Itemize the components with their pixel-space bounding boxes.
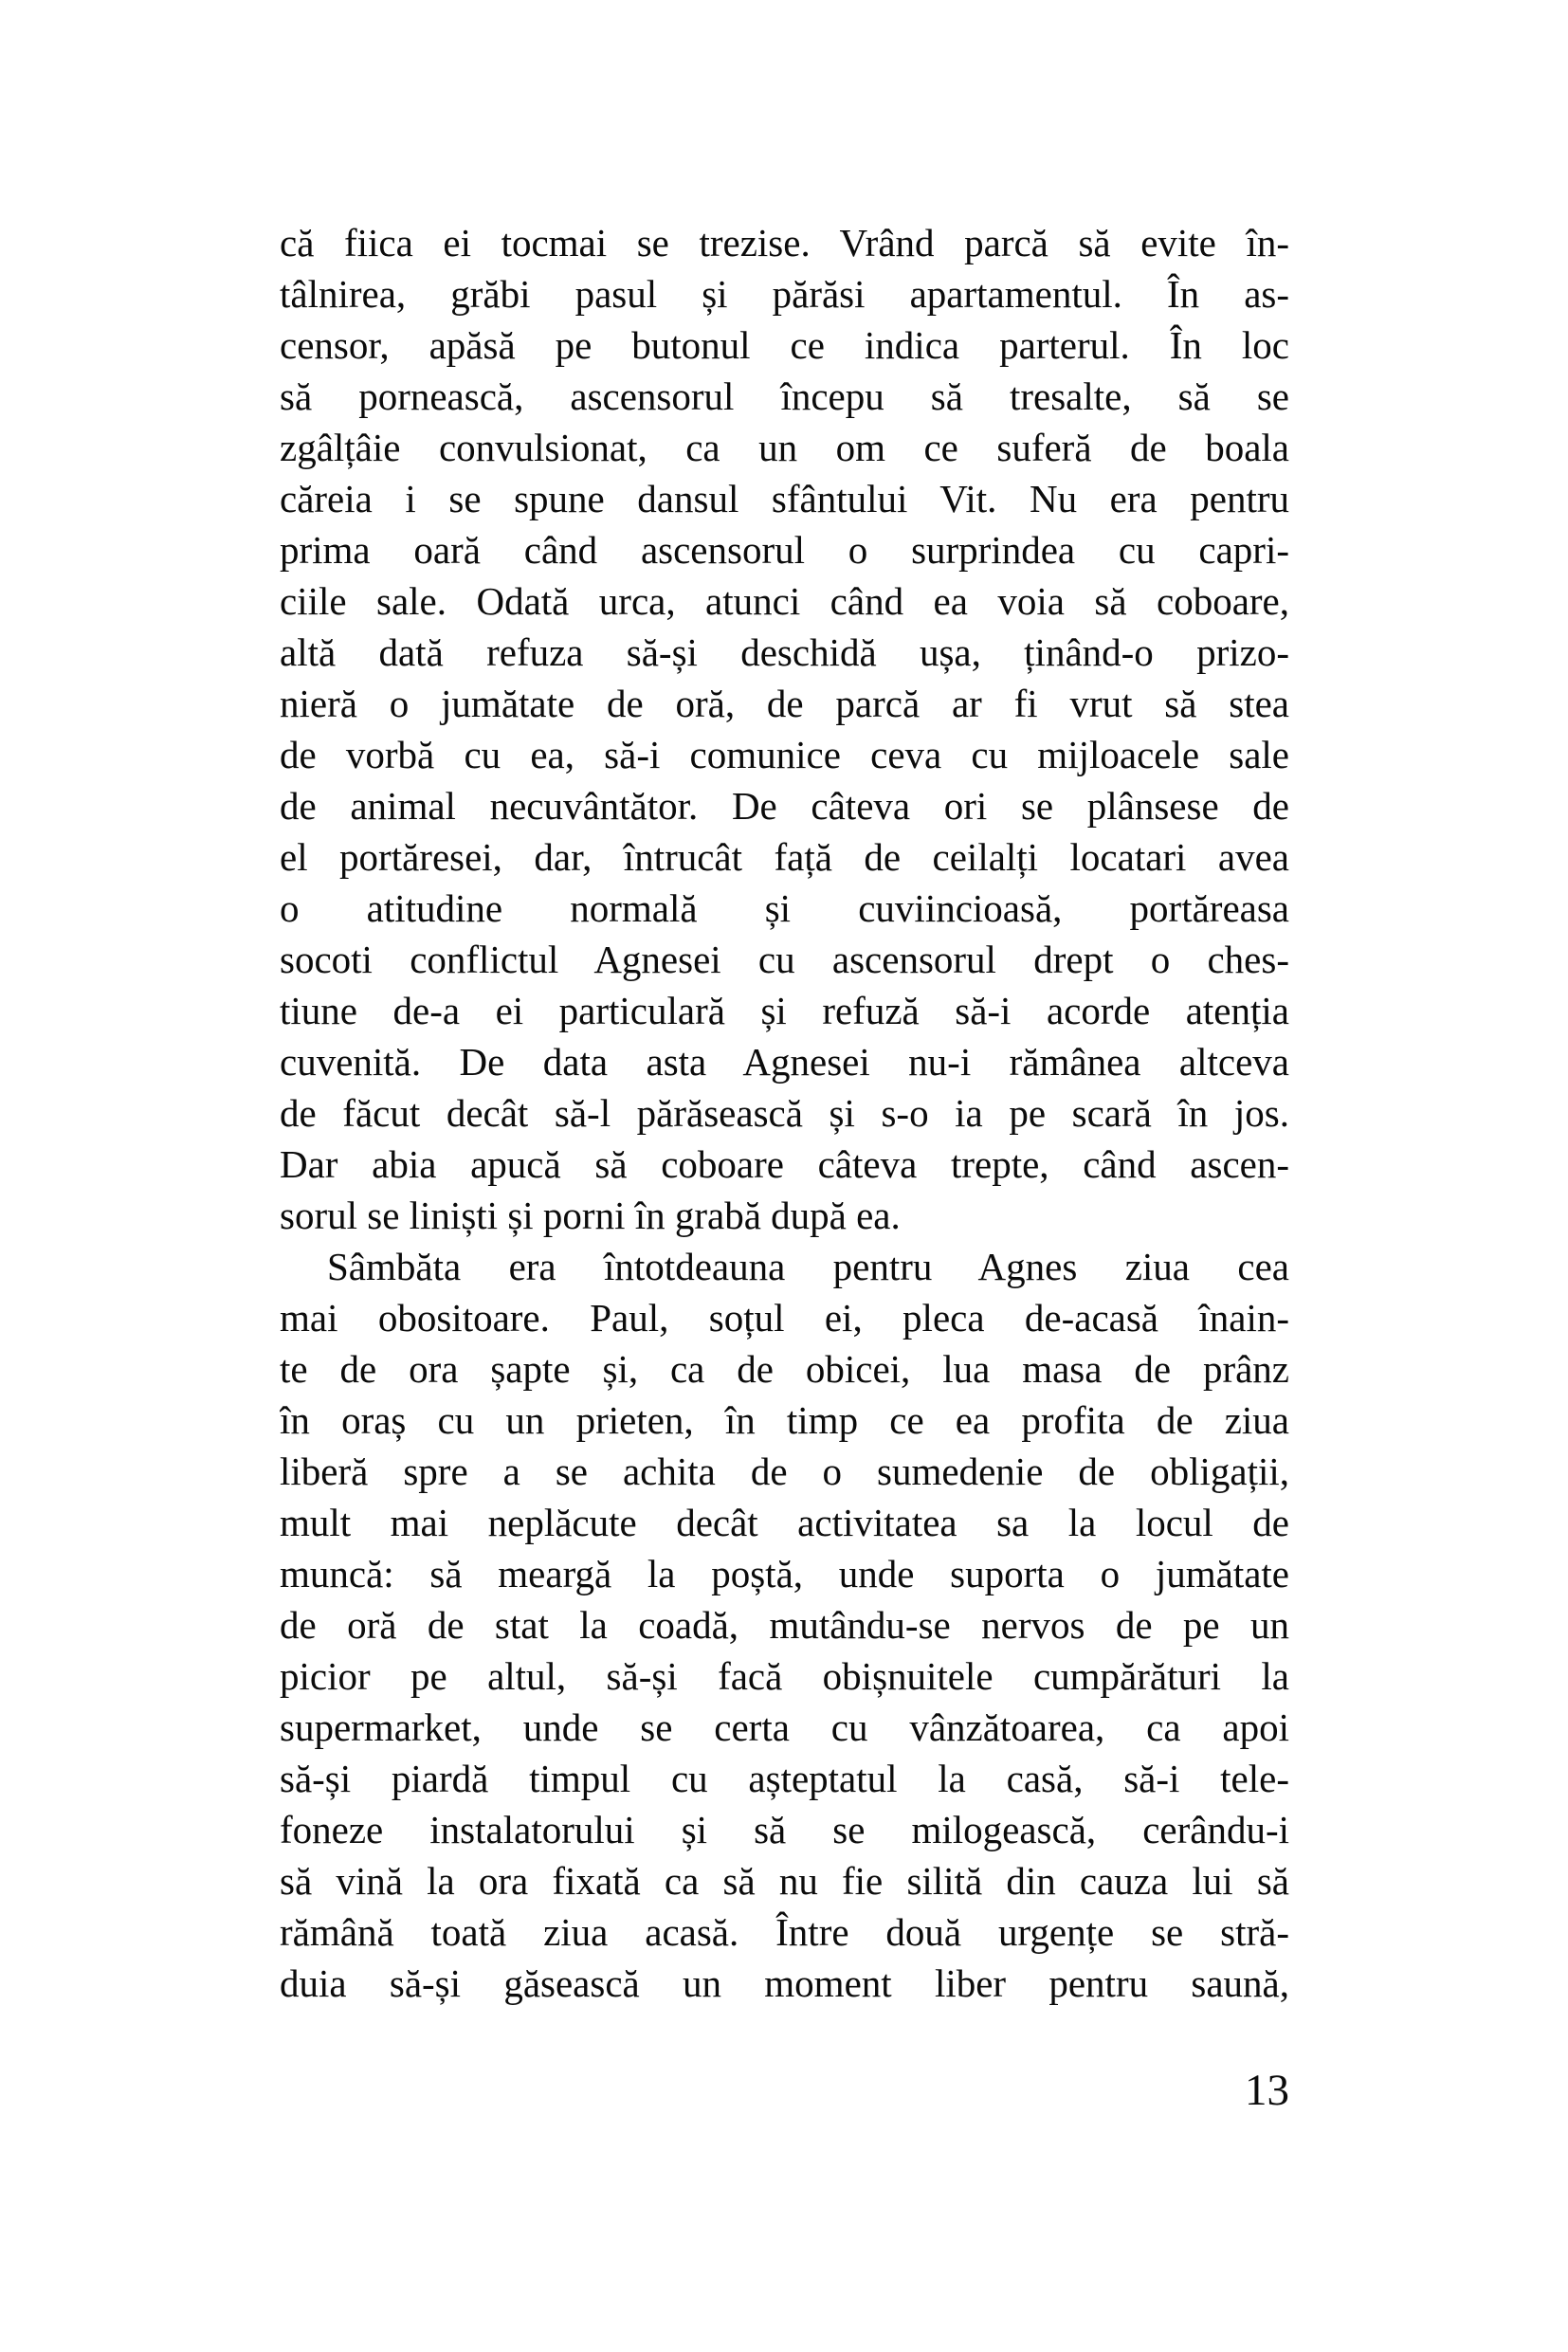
text-line: de vorbă cu ea, să-i comunice ceva cu mijloacele sale xyxy=(280,733,1289,776)
text-line: nieră o jumătate de oră, de parcă ar fi vrut să stea xyxy=(280,682,1289,725)
text-line: Dar abia apucă să coboare câteva trepte, când ascen- xyxy=(280,1142,1289,1186)
text-line: zgâlțâie convulsionat, ca un om ce suferă de boala xyxy=(280,426,1289,469)
text-line: să vină la ora fixată ca să nu fie silită din cauza lui să xyxy=(280,1859,1289,1903)
text-line: censor, apăsă pe butonul ce indica parterul. În loc xyxy=(280,323,1289,367)
text-block xyxy=(280,217,1289,2009)
text-line: cuvenită. De data asta Agnesei nu-i rămânea altceva xyxy=(280,1040,1289,1084)
text-line: te de ora șapte și, ca de obicei, lua masa de prânz xyxy=(280,1347,1289,1391)
text-line: tâlnirea, grăbi pasul și părăsi apartamentul. În as- xyxy=(280,272,1289,316)
text-line: căreia i se spune dansul sfântului Vit. Nu era pentru xyxy=(280,477,1289,520)
text-line: o atitudine normală și cuviincioasă, portăreasa xyxy=(280,886,1289,930)
text-line: să pornească, ascensorul începu să tresalte, să se xyxy=(280,374,1289,418)
text-line: mult mai neplăcute decât activitatea sa la locul de xyxy=(280,1501,1289,1544)
text-line: picior pe altul, să-și facă obișnuitele cumpărături la xyxy=(280,1654,1289,1698)
text-line: rămână toată ziua acasă. Între două urgențe se stră- xyxy=(280,1910,1289,1954)
text-line: liberă spre a se achita de o sumedenie de obligații, xyxy=(280,1449,1289,1493)
text-line: tiune de-a ei particulară și refuză să-i acorde atenția xyxy=(280,989,1289,1032)
text-line: de animal necuvântător. De câteva ori se plânsese de xyxy=(280,784,1289,828)
text-line: duia să-și găsească un moment liber pentru saună, xyxy=(280,1961,1289,2005)
text-line: sorul se liniști și porni în grabă după ea. xyxy=(280,1194,901,1237)
text-line: muncă: să meargă la poștă, unde suporta o jumătate xyxy=(280,1552,1289,1595)
page-number: 13 xyxy=(1245,2066,1289,2115)
text-line: socoti conflictul Agnesei cu ascensorul drept o ches- xyxy=(280,938,1289,981)
text-line: mai obositoare. Paul, soțul ei, pleca de-acasă înain- xyxy=(280,1296,1289,1340)
text-line: să-și piardă timpul cu așteptatul la casă, să-i tele- xyxy=(280,1757,1289,1800)
text-line: că fiica ei tocmai se trezise. Vrând parcă să evite în- xyxy=(280,221,1289,264)
text-line: supermarket, unde se certa cu vânzătoarea, ca apoi xyxy=(280,1705,1289,1749)
text-line: foneze instalatorului și să se milogească, cerându-i xyxy=(280,1808,1289,1851)
text-line: ciile sale. Odată urca, atunci când ea voia să coboare, xyxy=(280,579,1289,623)
text-line: el portăresei, dar, întrucât față de ceilalți locatari avea xyxy=(280,835,1289,879)
text-line: altă dată refuza să-și deschidă ușa, ținând-o prizo- xyxy=(280,630,1289,674)
text-line: Sâmbăta era întotdeauna pentru Agnes ziua cea xyxy=(327,1245,1289,1288)
text-line: în oraș cu un prieten, în timp ce ea profita de ziua xyxy=(280,1398,1289,1442)
text-line: de făcut decât să-l părăsească și s-o ia pe scară în jos. xyxy=(280,1091,1289,1135)
text-line: de oră de stat la coadă, mutându-se nervos de pe un xyxy=(280,1603,1289,1647)
text-line: prima oară când ascensorul o surprindea cu capri- xyxy=(280,528,1289,572)
